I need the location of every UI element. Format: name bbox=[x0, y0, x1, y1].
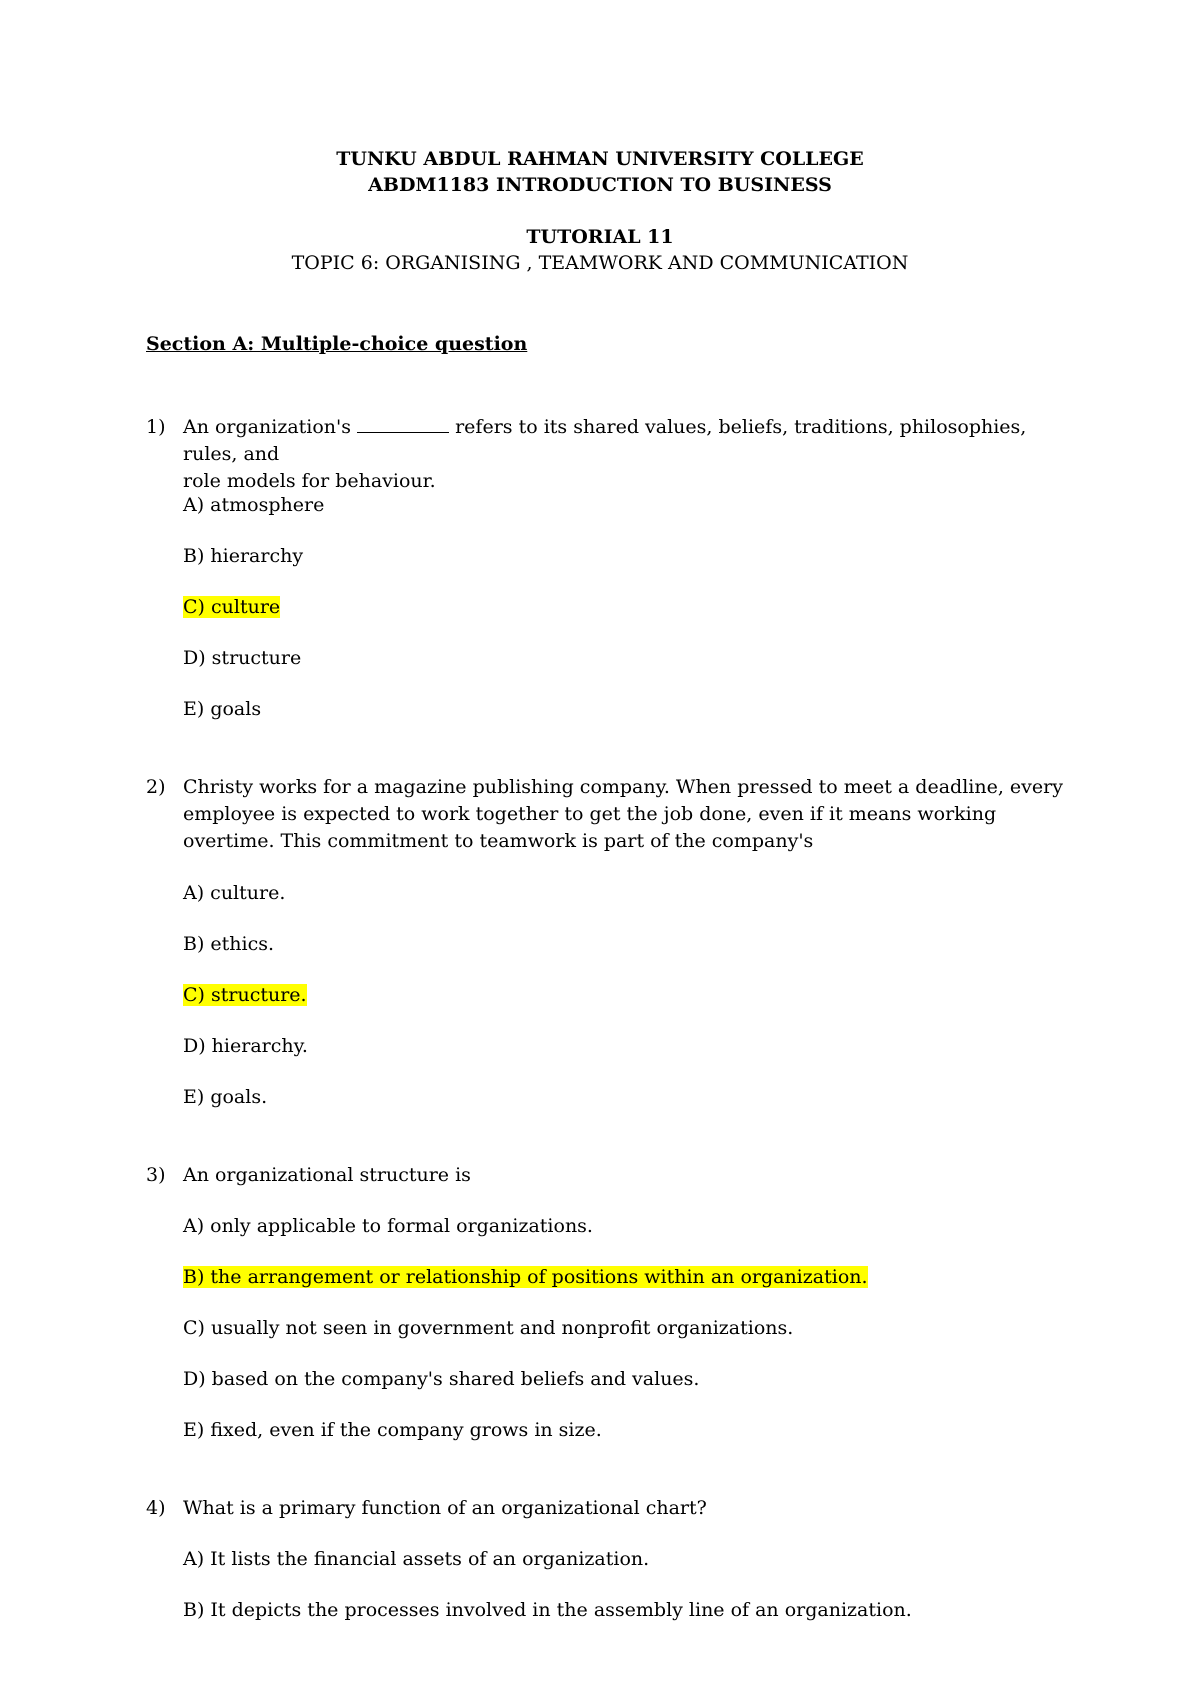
answer-option: D) structure bbox=[183, 647, 302, 669]
question-text-part: overtime. This commitment to teamwork is part of the company's bbox=[183, 830, 814, 852]
answer-blank bbox=[357, 416, 449, 433]
question-number: 1) bbox=[146, 416, 166, 438]
answer-option: E) fixed, even if the company grows in size. bbox=[183, 1419, 602, 1441]
answer-option: E) goals. bbox=[183, 1086, 268, 1108]
answer-option: E) goals bbox=[183, 698, 262, 720]
question-text-part: role models for behaviour. bbox=[183, 470, 436, 492]
answer-option: D) hierarchy. bbox=[183, 1035, 308, 1057]
answer-option: D) based on the company's shared beliefs and values. bbox=[183, 1368, 700, 1390]
question-number: 4) bbox=[146, 1497, 166, 1519]
answer-option-correct bbox=[183, 594, 280, 620]
question-text-part: An organization's bbox=[183, 416, 358, 438]
answer-option: A) atmosphere bbox=[183, 494, 325, 516]
highlighted-answer: B) the arrangement or relationship of positions within an organization. bbox=[183, 1266, 868, 1288]
institution-title: TUNKU ABDUL RAHMAN UNIVERSITY COLLEGE bbox=[336, 148, 864, 170]
question-text: What is a primary function of an organizational chart? bbox=[183, 1497, 707, 1519]
answer-option-correct bbox=[183, 1264, 868, 1290]
highlighted-answer: C) structure. bbox=[183, 984, 307, 1006]
section-heading: Section A: Multiple-choice question bbox=[146, 333, 528, 355]
answer-option: B) ethics. bbox=[183, 933, 275, 955]
answer-option: A) only applicable to formal organizations. bbox=[183, 1215, 593, 1237]
question-text bbox=[183, 414, 1083, 495]
question-text-part: employee is expected to work together to get the job done, even if it means working bbox=[183, 803, 997, 825]
answer-option: A) It lists the financial assets of an organization. bbox=[183, 1548, 650, 1570]
tutorial-title: TUTORIAL 11 bbox=[526, 226, 674, 248]
question-text-part: refers to its shared values, beliefs, traditions, philosophies, rules, and bbox=[183, 416, 1027, 465]
answer-option-correct bbox=[183, 982, 307, 1008]
question-number: 3) bbox=[146, 1164, 166, 1186]
question-number: 2) bbox=[146, 776, 166, 798]
answer-option: C) usually not seen in government and nonprofit organizations. bbox=[183, 1317, 794, 1339]
answer-option: B) It depicts the processes involved in the assembly line of an organization. bbox=[183, 1599, 912, 1621]
question-text-part: Christy works for a magazine publishing company. When pressed to meet a deadline, every bbox=[183, 776, 1063, 798]
course-title: ABDM1183 INTRODUCTION TO BUSINESS bbox=[368, 174, 832, 196]
question-text bbox=[183, 774, 1083, 855]
question-text: An organizational structure is bbox=[183, 1164, 471, 1186]
topic-title: TOPIC 6: ORGANISING , TEAMWORK AND COMMUNICATION bbox=[291, 252, 909, 274]
answer-option: B) hierarchy bbox=[183, 545, 304, 567]
highlighted-answer: C) culture bbox=[183, 596, 281, 618]
answer-option: A) culture. bbox=[183, 882, 286, 904]
